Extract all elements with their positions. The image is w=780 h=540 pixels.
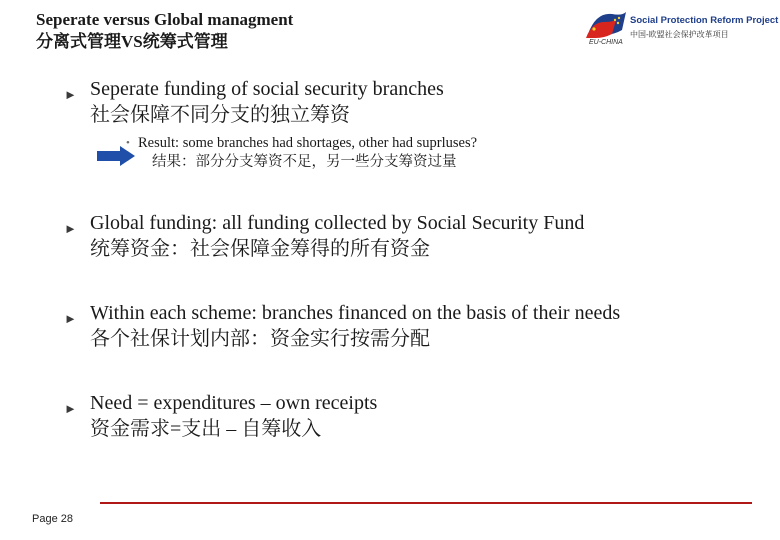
sub-bullet-dot-icon: • [126, 137, 130, 149]
sub-bullet-result [126, 134, 478, 172]
bullet-text-zh: 各个社保计划内部：资金实行按需分配 [90, 328, 430, 350]
right-arrow-icon [96, 145, 136, 167]
bullet-arrow-icon: ► [64, 401, 77, 416]
logo-english-text: Social Protection Reform Project [630, 15, 779, 26]
sub-bullet-text-zh: 结果：部分分支筹资不足，另一些分支筹资过量 [152, 154, 457, 170]
title-english: Seperate versus Global managment [36, 10, 294, 29]
bullet-arrow-icon: ► [64, 221, 77, 236]
bullet-text-zh: 社会保障不同分支的独立筹资 [90, 104, 350, 126]
eu-china-flag-icon [582, 8, 628, 42]
bullet-arrow-icon: ► [64, 311, 77, 326]
bullet-text-en: Seperate funding of social security branches [90, 78, 444, 100]
project-logo [582, 6, 778, 50]
sub-bullet-text-en: Result: some branches had shortages, other had suprluses? [138, 135, 478, 151]
bullet-text-en: Global funding: all funding collected by Social Security Fund [90, 212, 585, 234]
title-chinese: 分离式管理VS统筹式管理 [36, 32, 228, 51]
bullet-text-zh: 统筹资金：社会保障金筹得的所有资金 [90, 238, 430, 260]
bullet-text-en: Within each scheme: branches financed on the basis of their needs [90, 302, 621, 324]
logo-chinese-text: 中国-欧盟社会保护改革项目 [630, 30, 729, 39]
bullet-arrow-icon: ► [64, 87, 77, 102]
bullet-text-zh: 资金需求=支出 – 自筹收入 [90, 418, 322, 440]
slide-title [36, 9, 293, 53]
bullet-text-en: Need = expenditures – own receipts [90, 392, 378, 414]
footer-divider [100, 502, 752, 504]
logo-eu-china-text: EU-CHINA [589, 39, 623, 46]
page-number: Page 28 [32, 513, 73, 525]
